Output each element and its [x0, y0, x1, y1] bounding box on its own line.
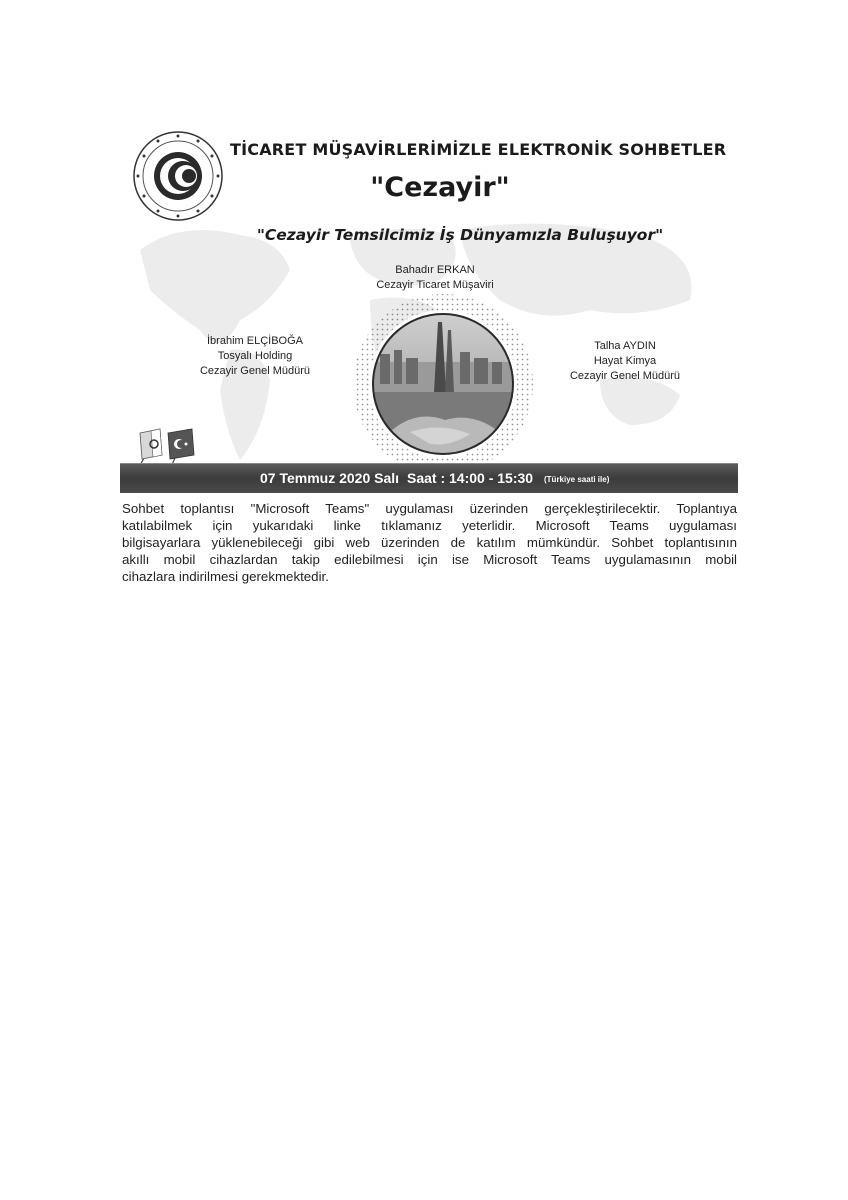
speaker-name: Talha AYDIN: [594, 340, 656, 352]
ministry-seal-icon: [132, 130, 224, 222]
event-date: 07 Temmuz 2020 Salı: [260, 470, 400, 486]
body-line: Sohbet toplantısı "Microsoft Teams" uygulaması üzerinden gerçekleştirilecektir. Toplantıya: [122, 501, 737, 516]
speaker-main: [345, 263, 525, 293]
speaker-title: Cezayir Genel Müdürü: [569, 370, 681, 382]
body-line: akıllı mobil cihazlardan takip edilebilmesi için ise Microsoft Teams uygulamasının mobil: [122, 552, 737, 567]
speaker-company: Tosyalı Holding: [217, 350, 293, 362]
banner-subtitle: "Cezayir Temsilcimiz İş Dünyamızla Buluşuyor": [256, 226, 664, 244]
speaker-right: [550, 339, 700, 384]
banner-title: TİCARET MÜŞAVİRLERİMİZLE ELEKTRONİK SOHBETLER: [230, 140, 727, 159]
body-line: katılabilmek için yukarıdaki linke tıklamanız yeterlidir. Microsoft Teams uygulaması: [122, 518, 737, 533]
speaker-title: Cezayir Ticaret Müşaviri: [376, 279, 494, 291]
event-date-bar: [120, 463, 738, 493]
event-banner: [120, 120, 738, 495]
speaker-company: Hayat Kimya: [593, 355, 657, 367]
speaker-name: İbrahim ELÇİBOĞA: [207, 335, 303, 347]
body-line: cihazlara indirilmesi gerekmektedir.: [122, 569, 329, 584]
event-time: Saat : 14:00 - 15:30: [407, 470, 534, 486]
body-paragraph: [122, 500, 737, 585]
speaker-left: [180, 334, 330, 379]
body-line: bilgisayarlara yüklenebileceği gibi web üzerinden de katılım mümkündür. Sohbet toplantısının: [122, 535, 737, 550]
speaker-name: Bahadır ERKAN: [395, 264, 475, 276]
city-handshake-image: [350, 292, 535, 477]
country-title: "Cezayir": [370, 172, 510, 203]
event-time-note: (Türkiye saati ile): [544, 475, 610, 484]
speaker-title: Cezayir Genel Müdürü: [199, 365, 311, 377]
